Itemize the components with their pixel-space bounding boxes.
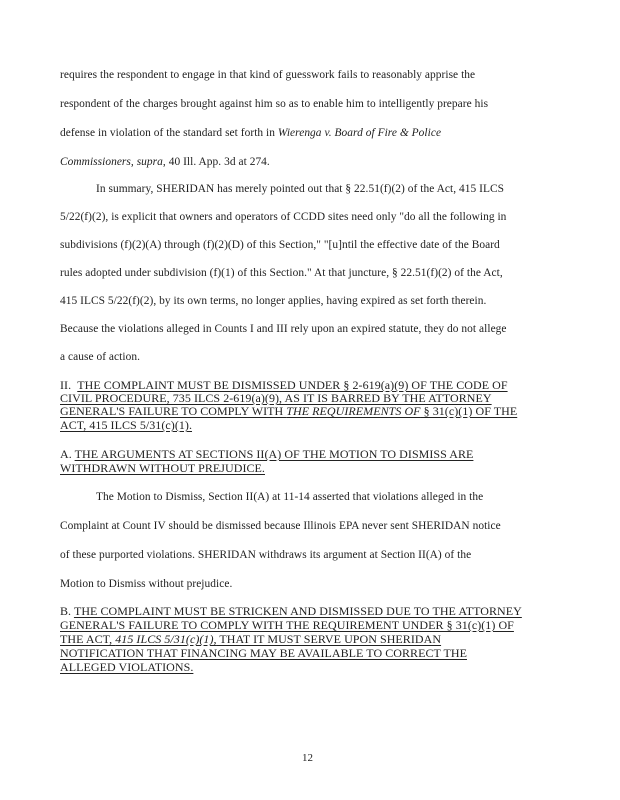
body-text-line: requires the respondent to engage in that kind of guesswork fails to reasonably apprise the bbox=[60, 69, 476, 81]
body-text: , 40 Ill. App. 3d at 274. bbox=[162, 156, 270, 168]
heading-text: ACT, 415 ILCS 5/31(c)(1). bbox=[60, 418, 193, 432]
heading-text: THE ARGUMENTS AT SECTIONS II(A) OF THE MOTION TO DISMISS ARE bbox=[74, 447, 474, 461]
heading-text: CIVIL PROCEDURE, 735 ILCS 2-619(a)(9), AS IT IS BARRED BY THE ATTORNEY bbox=[60, 391, 492, 405]
body-text-line bbox=[60, 155, 270, 169]
heading-number: II. bbox=[60, 378, 72, 392]
heading-text: ALLEGED VIOLATIONS. bbox=[60, 660, 194, 674]
heading-text: THE ACT, bbox=[60, 632, 116, 646]
heading-text: GENERAL'S FAILURE TO COMPLY WITH THE REQUIREMENT UNDER § 31(c)(1) OF bbox=[60, 618, 514, 632]
body-text-line: 5/22(f)(2), is explicit that owners and operators of CCDD sites need only "do all the following in bbox=[60, 211, 507, 223]
heading-number: B. bbox=[60, 604, 74, 618]
heading-text: NOTIFICATION THAT FINANCING MAY BE AVAILABLE TO CORRECT THE bbox=[60, 646, 467, 660]
heading-text: THE REQUIREMENTS OF bbox=[286, 404, 421, 418]
case-citation: Wierenga v. Board of Fire & Police bbox=[277, 127, 442, 139]
body-text-line: respondent of the charges brought against him so as to enable him to intelligently prepare his bbox=[60, 98, 489, 110]
section-heading-b bbox=[60, 604, 522, 618]
body-text-line: Because the violations alleged in Counts I and III rely upon an expired statute, they do not allege bbox=[60, 323, 507, 335]
body-text-line: a cause of action. bbox=[60, 351, 140, 363]
case-citation: Commissioners, supra bbox=[60, 156, 163, 168]
body-text: defense in violation of the standard set forth in bbox=[60, 127, 278, 139]
body-text-line bbox=[60, 126, 441, 140]
page-number: 12 bbox=[302, 752, 314, 764]
body-text-line: The Motion to Dismiss, Section II(A) at 11-14 asserted that violations alleged in the bbox=[96, 491, 484, 503]
heading-text-line bbox=[60, 632, 441, 646]
heading-number: A. bbox=[60, 447, 75, 461]
body-text-line: In summary, SHERIDAN has merely pointed out that § 22.51(f)(2) of the Act, 415 ILCS bbox=[96, 183, 505, 195]
heading-text: WITHDRAWN WITHOUT PREJUDICE. bbox=[60, 461, 265, 475]
body-text-line: subdivisions (f)(2)(A) through (f)(2)(D) of this Section," "[u]ntil the effective date of the Board bbox=[60, 239, 500, 251]
heading-text: THAT IT MUST SERVE UPON SHERIDAN bbox=[216, 632, 442, 646]
section-heading-ii bbox=[60, 378, 508, 392]
body-text-line: 415 ILCS 5/22(f)(2), by its own terms, no longer applies, having expired as set forth therein. bbox=[60, 295, 487, 307]
body-text-line: Motion to Dismiss without prejudice. bbox=[60, 578, 233, 590]
heading-text: THE COMPLAINT MUST BE DISMISSED UNDER § 2-619(a)(9) OF THE CODE OF bbox=[77, 378, 508, 392]
heading-text: THE COMPLAINT MUST BE STRICKEN AND DISMISSED DUE TO THE ATTORNEY bbox=[73, 604, 522, 618]
body-text-line: rules adopted under subdivision (f)(1) of this Section." At that juncture, § 22.51(f)(2) of the Act, bbox=[60, 267, 503, 279]
heading-text: 415 ILCS 5/31(c)(1), bbox=[115, 632, 217, 646]
heading-text: § 31(c)(1) OF THE bbox=[420, 404, 518, 418]
body-text-line: of these purported violations. SHERIDAN withdraws its argument at Section II(A) of the bbox=[60, 549, 472, 561]
section-heading-a bbox=[60, 447, 473, 461]
heading-text: GENERAL'S FAILURE TO COMPLY WITH bbox=[60, 404, 287, 418]
body-text-line: Complaint at Count IV should be dismissed because Illinois EPA never sent SHERIDAN notice bbox=[60, 520, 501, 532]
heading-text-line bbox=[60, 404, 517, 418]
